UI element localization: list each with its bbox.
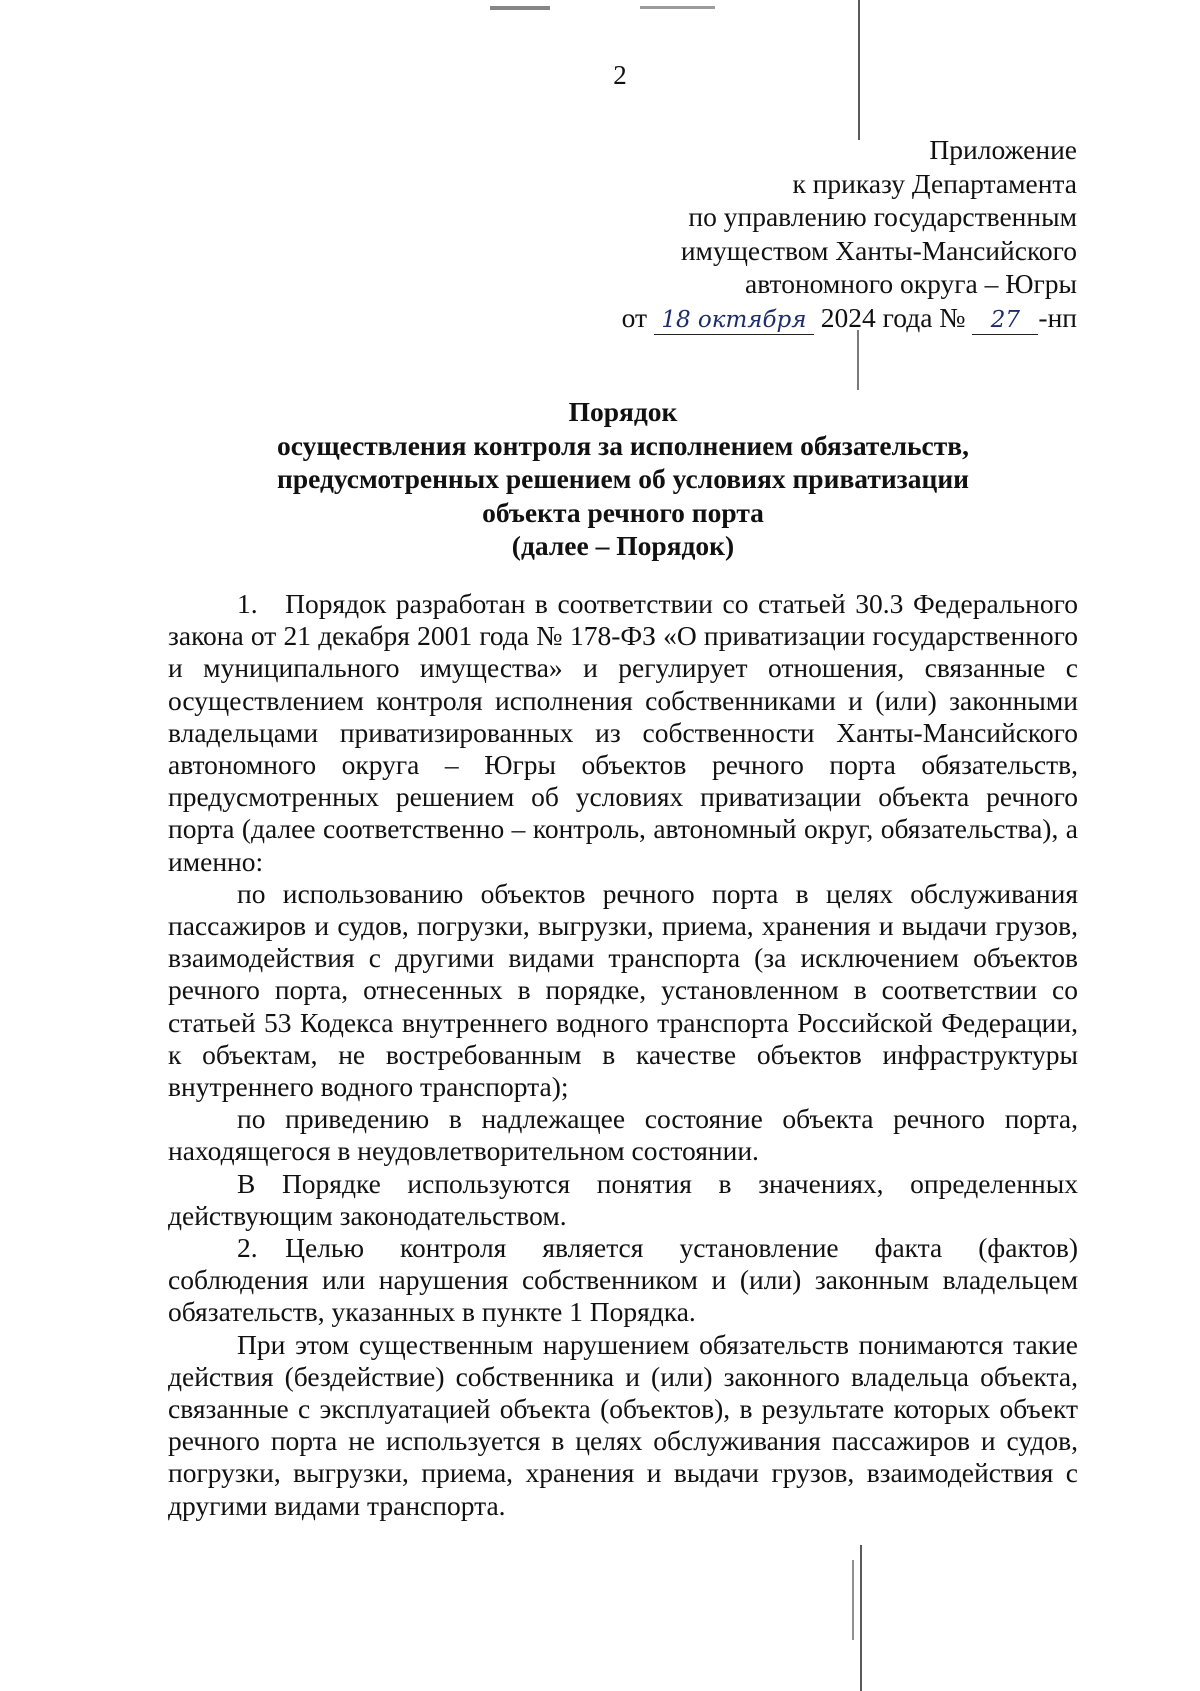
approval-block bbox=[622, 133, 1077, 335]
scan-artifact-top bbox=[490, 6, 550, 10]
approval-line: по управлению государственным bbox=[688, 201, 1077, 232]
title-line: предусмотренных решением об условиях приватизации bbox=[276, 463, 970, 494]
paragraph: по приведению в надлежащее состояние объекта речного порта, находящегося в неудовлетворительном состоянии. bbox=[168, 1103, 1078, 1167]
date-prefix: от bbox=[621, 301, 648, 333]
approval-line: Приложение bbox=[929, 134, 1077, 165]
year-text: 2024 года № bbox=[820, 301, 966, 333]
scan-artifact-vertical-line-bottom bbox=[860, 1545, 862, 1691]
scan-artifact-vertical-line-lower bbox=[857, 330, 859, 390]
scan-artifact-vertical-line-bottom-2 bbox=[852, 1560, 854, 1640]
paragraph: по использованию объектов речного порта в целях обслуживания пассажиров и судов, погрузки, выгрузки, приема, хранения и выдачи грузов, взаимодействия с другими видами транспорта (за исключением объектов речного порта, отнесенных в порядке, установленном в соответствии со статьей 53 Кодекса внутреннего водного транспорта Российской Федерации, к объектам, не востребованным в качестве объектов инфраструктуры внутреннего водного транспорта); bbox=[168, 877, 1078, 1103]
title-line: осуществления контроля за исполнением обязательств, bbox=[276, 429, 969, 461]
paragraph: В Порядке используются понятия в значениях, определенных действующим законодательством. bbox=[168, 1167, 1078, 1231]
title-line: (далее – Порядок) bbox=[511, 530, 735, 561]
paragraph: При этом существенным нарушением обязательств понимаются такие действия (бездействие) собственника и (или) законного владельца объекта, связанные с эксплуатацией объекта (объектов), в результате которых объект речного порта не используется в целях обслуживания пассажиров и судов, погрузки, выгрузки, приема, хранения и выдачи грузов, взаимодействия с другими видами транспорта. bbox=[168, 1328, 1078, 1521]
document-body bbox=[168, 588, 1078, 1522]
paragraph: 1. Порядок разработан в соответствии со статьей 30.3 Федерального закона от 21 декабря 2001 года № 178-ФЗ «О приватизации государственного и муниципального имущества» и регулирует отношения, связанные с осуществлением контроля исполнения собственниками и (или) законными владельцами приватизированных из собственности Ханты-Мансийского автономного округа – Югры объектов речного порта обязательств, предусмотренных решением об условиях приватизации объекта речного порта (далее соответственно – контроль, автономный округ, обязательства), а именно: bbox=[168, 588, 1078, 877]
document-title bbox=[168, 395, 1078, 563]
approval-line: автономного округа – Югры bbox=[745, 268, 1077, 299]
handwritten-date: 18 октября bbox=[654, 306, 814, 335]
order-number-suffix: -нп bbox=[1038, 301, 1077, 333]
approval-date-line bbox=[622, 301, 1077, 335]
title-line: объекта речного порта bbox=[482, 496, 764, 528]
scan-artifact-top-right bbox=[640, 6, 715, 9]
page-number: 2 bbox=[613, 60, 627, 90]
approval-line: к приказу Департамента bbox=[792, 167, 1077, 199]
title-line: Порядок bbox=[568, 396, 678, 427]
paragraph: 2. Целью контроля является установление факта (фактов) соблюдения или нарушения собственником и (или) законным владельцем обязательств, указанных в пункте 1 Порядка. bbox=[168, 1232, 1078, 1328]
approval-line: имуществом Ханты-Мансийского bbox=[680, 234, 1077, 266]
handwritten-order-number: 27 bbox=[972, 306, 1038, 335]
